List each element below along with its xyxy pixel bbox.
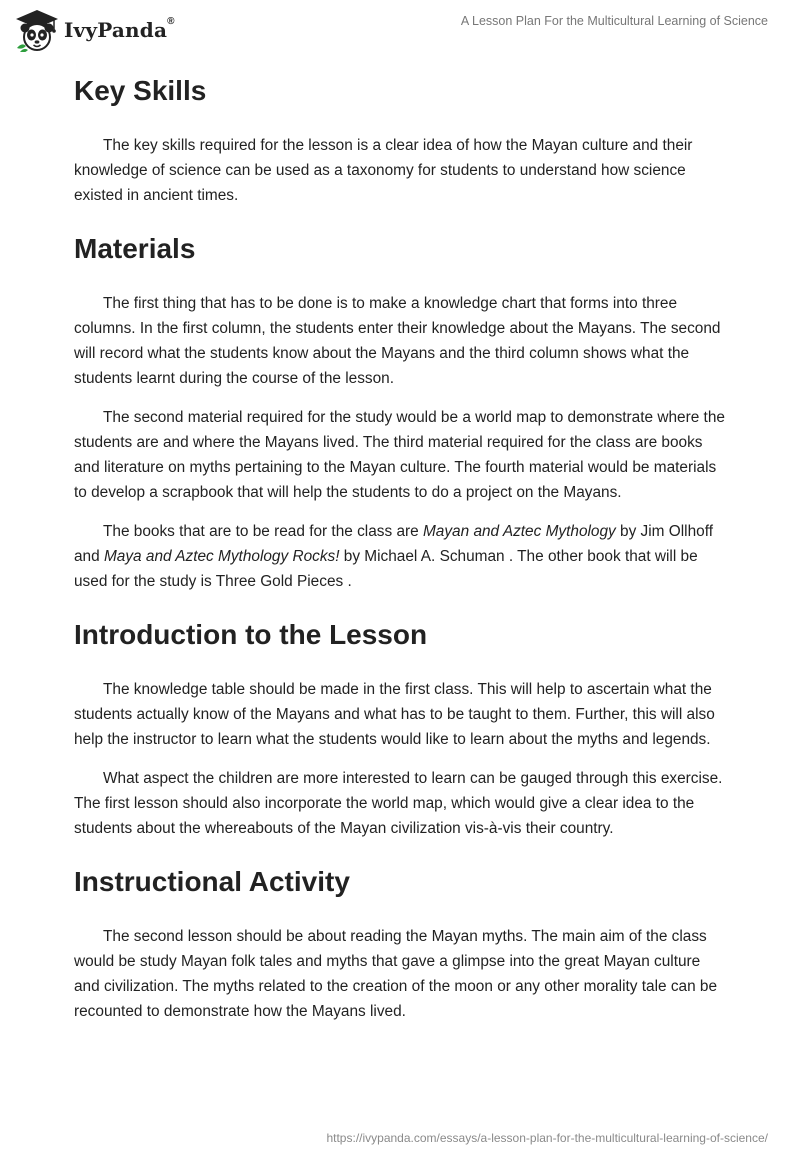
paragraph: The key skills required for the lesson is a clear idea of how the Mayan culture and their knowledge of science can be used as a taxonomy for students to understand how science existed in ancient times. — [74, 137, 693, 204]
book-title: Mayan and Aztec Mythology — [422, 523, 616, 540]
source-url-link[interactable]: https://ivypanda.com/essays/a-lesson-plan-for-the-multicultural-learning-of-science/ — [326, 1131, 768, 1145]
section-instructional-activity — [74, 855, 726, 1024]
section-materials — [74, 222, 726, 594]
document-title: A Lesson Plan For the Multicultural Learning of Science — [460, 14, 768, 28]
paragraph: The first thing that has to be done is to make a knowledge chart that forms into three columns. In the first column, the students enter their knowledge about the Mayans. The second will record what the students know about the Mayans and the third column shows what the students learnt during the course of the lesson. — [74, 295, 721, 387]
section-heading: Key Skills — [74, 75, 207, 106]
paragraph: What aspect the children are more interested to learn can be gauged through this exercise. The first lesson should also incorporate the world map, which would give a clear idea to the students about the whereabouts of the Mayan civilization vis-à-vis their country. — [74, 770, 723, 837]
page-header — [0, 0, 800, 60]
section-key-skills — [74, 64, 726, 208]
logo-text: IvyPanda® — [64, 16, 175, 42]
section-heading: Materials — [74, 233, 196, 264]
ivypanda-logo[interactable] — [14, 8, 175, 52]
paragraph: The second lesson should be about reading the Mayan myths. The main aim of the class would be study Mayan folk tales and myths that gave a glimpse into the great Mayan culture and civilization. The myths related to the creation of the moon or any other morality tale can be recounted to demonstrate how the Mayans lived. — [74, 928, 718, 1020]
section-heading: Introduction to the Lesson — [74, 619, 428, 650]
paragraph: The knowledge table should be made in the first class. This will help to ascertain what the students actually know of the Mayans and what has to be taught to them. Further, this will also help the instructor to learn what the students would like to learn about the myths and legends. — [74, 681, 715, 748]
books-paragraph: The books that are to be read for the class are Mayan and Aztec Mythology by Jim Ollhoff and Maya and Aztec Mythology Rocks! by Michael A. Schuman . The other book that will be used for the study is Three Gold Pieces . — [74, 523, 713, 590]
book-title: Maya and Aztec Mythology Rocks! — [103, 548, 340, 565]
section-introduction — [74, 608, 726, 841]
section-heading: Instructional Activity — [74, 866, 350, 897]
essay-content — [74, 64, 726, 1038]
paragraph: The second material required for the study would be a world map to demonstrate where the students are and where the Mayans lived. The third material required for the class are books and literature on myths pertaining to the Mayan culture. The fourth material would be materials to develop a scrapbook that will help the students to do a project on the Mayans. — [74, 409, 725, 501]
panda-graduation-icon — [14, 8, 60, 52]
